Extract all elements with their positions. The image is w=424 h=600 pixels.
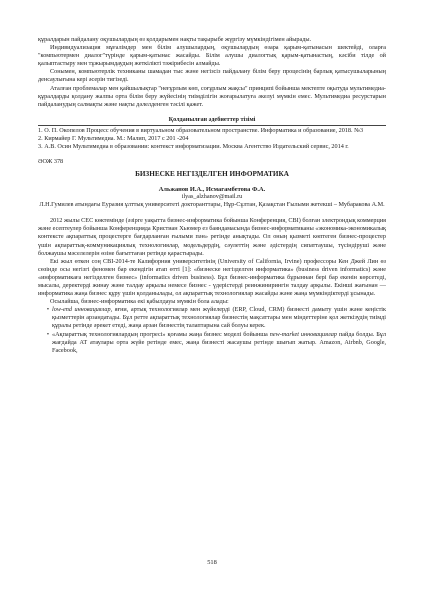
list-item-body: пайда болды. Бұл жағдайда АТ атаулары орта жүйе ретінде емес, жаңа бизнесті жасаушы ретінде шығып жатыр. Amazon, Airbnb, Google, Facebook,: [52, 330, 386, 354]
authors: Альжанов И.А., Исмагамбетова Ф.А.: [158, 186, 266, 194]
bullet-icon: •: [46, 306, 49, 314]
references-heading: Қолданылған әдебиеттер тізімі: [168, 115, 256, 123]
reference-item: 3. А.В. Осин Мультимедиа в образовании: контекст информатизации. Москва Агентство Издательский сервис, 2014 г.: [38, 143, 349, 151]
list-item: [38, 306, 386, 330]
list-item-body: , яғни, артық технологиялар мен жүйелерді (ERP, Cloud, CRM) бизнесті дамыту үшін және кеңістік қызметтерін арзандатады. Бұл ретте ақпараттық технологиялар бизнестің мақсаттары мен міндеттеріне қол жеткізудің тиімді құралы ретінде әрекет етеді, жаңа арзан бизнестің талаптарына сай болуы керек.: [52, 306, 386, 330]
page-number: 518: [207, 559, 217, 566]
paragraph: Индивидуализация мұғалімдер мен білім алушылардың, оқушылардың өзара қарым-қатынасын шектейді, оларға "компьютермен диалог"түрінде қарым-қатынас жасайды. Білім алушы диалогтық қарым-қатынастың, кәсіби тілде ой қалыптастыру мен тұжырымдаудың жеткілікті тәжірибесін алмайды.: [38, 44, 386, 68]
divider: [38, 125, 386, 126]
list-item-text: [52, 331, 386, 355]
reference-item: 2. Кирмайер Г. Мультимедиа. М.: Малип, 2017 с 201 -204: [38, 134, 189, 142]
paragraph: Аталған проблемалар мен қайшылықтар "неғұрлым көп, соғұрлым жақсы" принципі бойынша мектепте оқытуда мультимедиа-құралдарды қолдану жалпы орта білім беру жүйесінің тиімділігін жоғарылатуға әкелуі мүмкін емес. Мультимедиа ресурстарын пайдаланудың салмақты және нақты дәлелденген тәсілі қажет.: [38, 84, 386, 108]
udc-code: ӘОЖ 378: [38, 158, 64, 166]
affiliation: Л.Н.Гумилев атындағы Еуразия ұлттық университеті докторанттары, Нұр-Сұлтан, Қазақстан Ғылыми жетекші – Мубаракова А.М.: [39, 201, 385, 209]
paragraph: Екі жыл өткен соң CBI-2014-те Калифорния университетінің (University of California, Irvine) профессоры Кен Джей Лин өз сөзінде осы негізгі феномен бар екендігін атап өтті [1]: «бизнеске негізделген информатика» (business driven informatics) және «информатикаға негізделген бизнес» (informatics driven business). Бұл бизнес-информатика бұрыннан бері бар екенін көрсетеді, мысалы, деректерді жинау және талдау арқылы немесе бизнес - үдерістерді реинжинирингін талдау арқылы. Екінші жағынан — информатика жаңа бизнес құру үшін қолданылады, ол ақпараттық технологиялар жасайды және жаңа мүмкіндіктерді ұсынады.: [38, 257, 386, 298]
article-title: БИЗНЕСКЕ НЕГІЗДЕЛГЕН ИНФОРМАТИКА: [135, 170, 289, 179]
paragraph: Сонымен, компьютерлік техниканы шамадан тыс және негізсіз пайдалану білім беру процесінің барлық қатысушыларының денсаулығына кері әсерін тигізеді.: [38, 68, 386, 84]
list-item-body: «Ақпараттық технологиялардың прогресі» қоғамы жаңа бизнес моделі бойынша: [52, 330, 270, 338]
bullet-icon: •: [46, 330, 49, 338]
list-item-text: [52, 306, 386, 330]
list-item: [38, 331, 386, 355]
author-email: ilyas_alzhanov@mail.ru: [181, 193, 243, 201]
emphasis-text: new-market инновациялар: [269, 330, 337, 338]
paragraph: 2012 жылы CEC көктемінде (әзірге уақытта бизнес-информатика бойынша Конференция, CBI) болған электрондық коммерция және есептеулер бойынша Конференцияда Кристиан Хьюмер ез баяндамасында бизнес-информатиканы «экономика-экономикалық контексте ақпараттық процестерге бағдарланған ғылыми пән» ретінде анықтады. Ол оның қызметі көптеген бизнес-процестер үшін ақпараттық-коммуникациялық технологиялар, модельдердің, сәулеттің және әдістердің сипаттаушы, түсіндіруші және болжаушы мәселелерін өзіне бағыттаған ретінде қарастырады.: [38, 217, 386, 257]
paragraph: Осылайша, бизнес-информатика екі қабылдауы мүмкін бола алады:: [50, 298, 229, 306]
reference-item: 1. О. П. Окопелов Процесс обучения в виртуальном образовательном пространстве. Информатика и образование, 2018. №3: [38, 126, 364, 134]
paragraph: құралдарын пайдалану оқушылардың өз қолдарымен нақты тақырыбе жүргізу мүмкіндігімен айырады.: [38, 36, 312, 43]
emphasis-text: low-end инновациялар: [52, 306, 111, 314]
